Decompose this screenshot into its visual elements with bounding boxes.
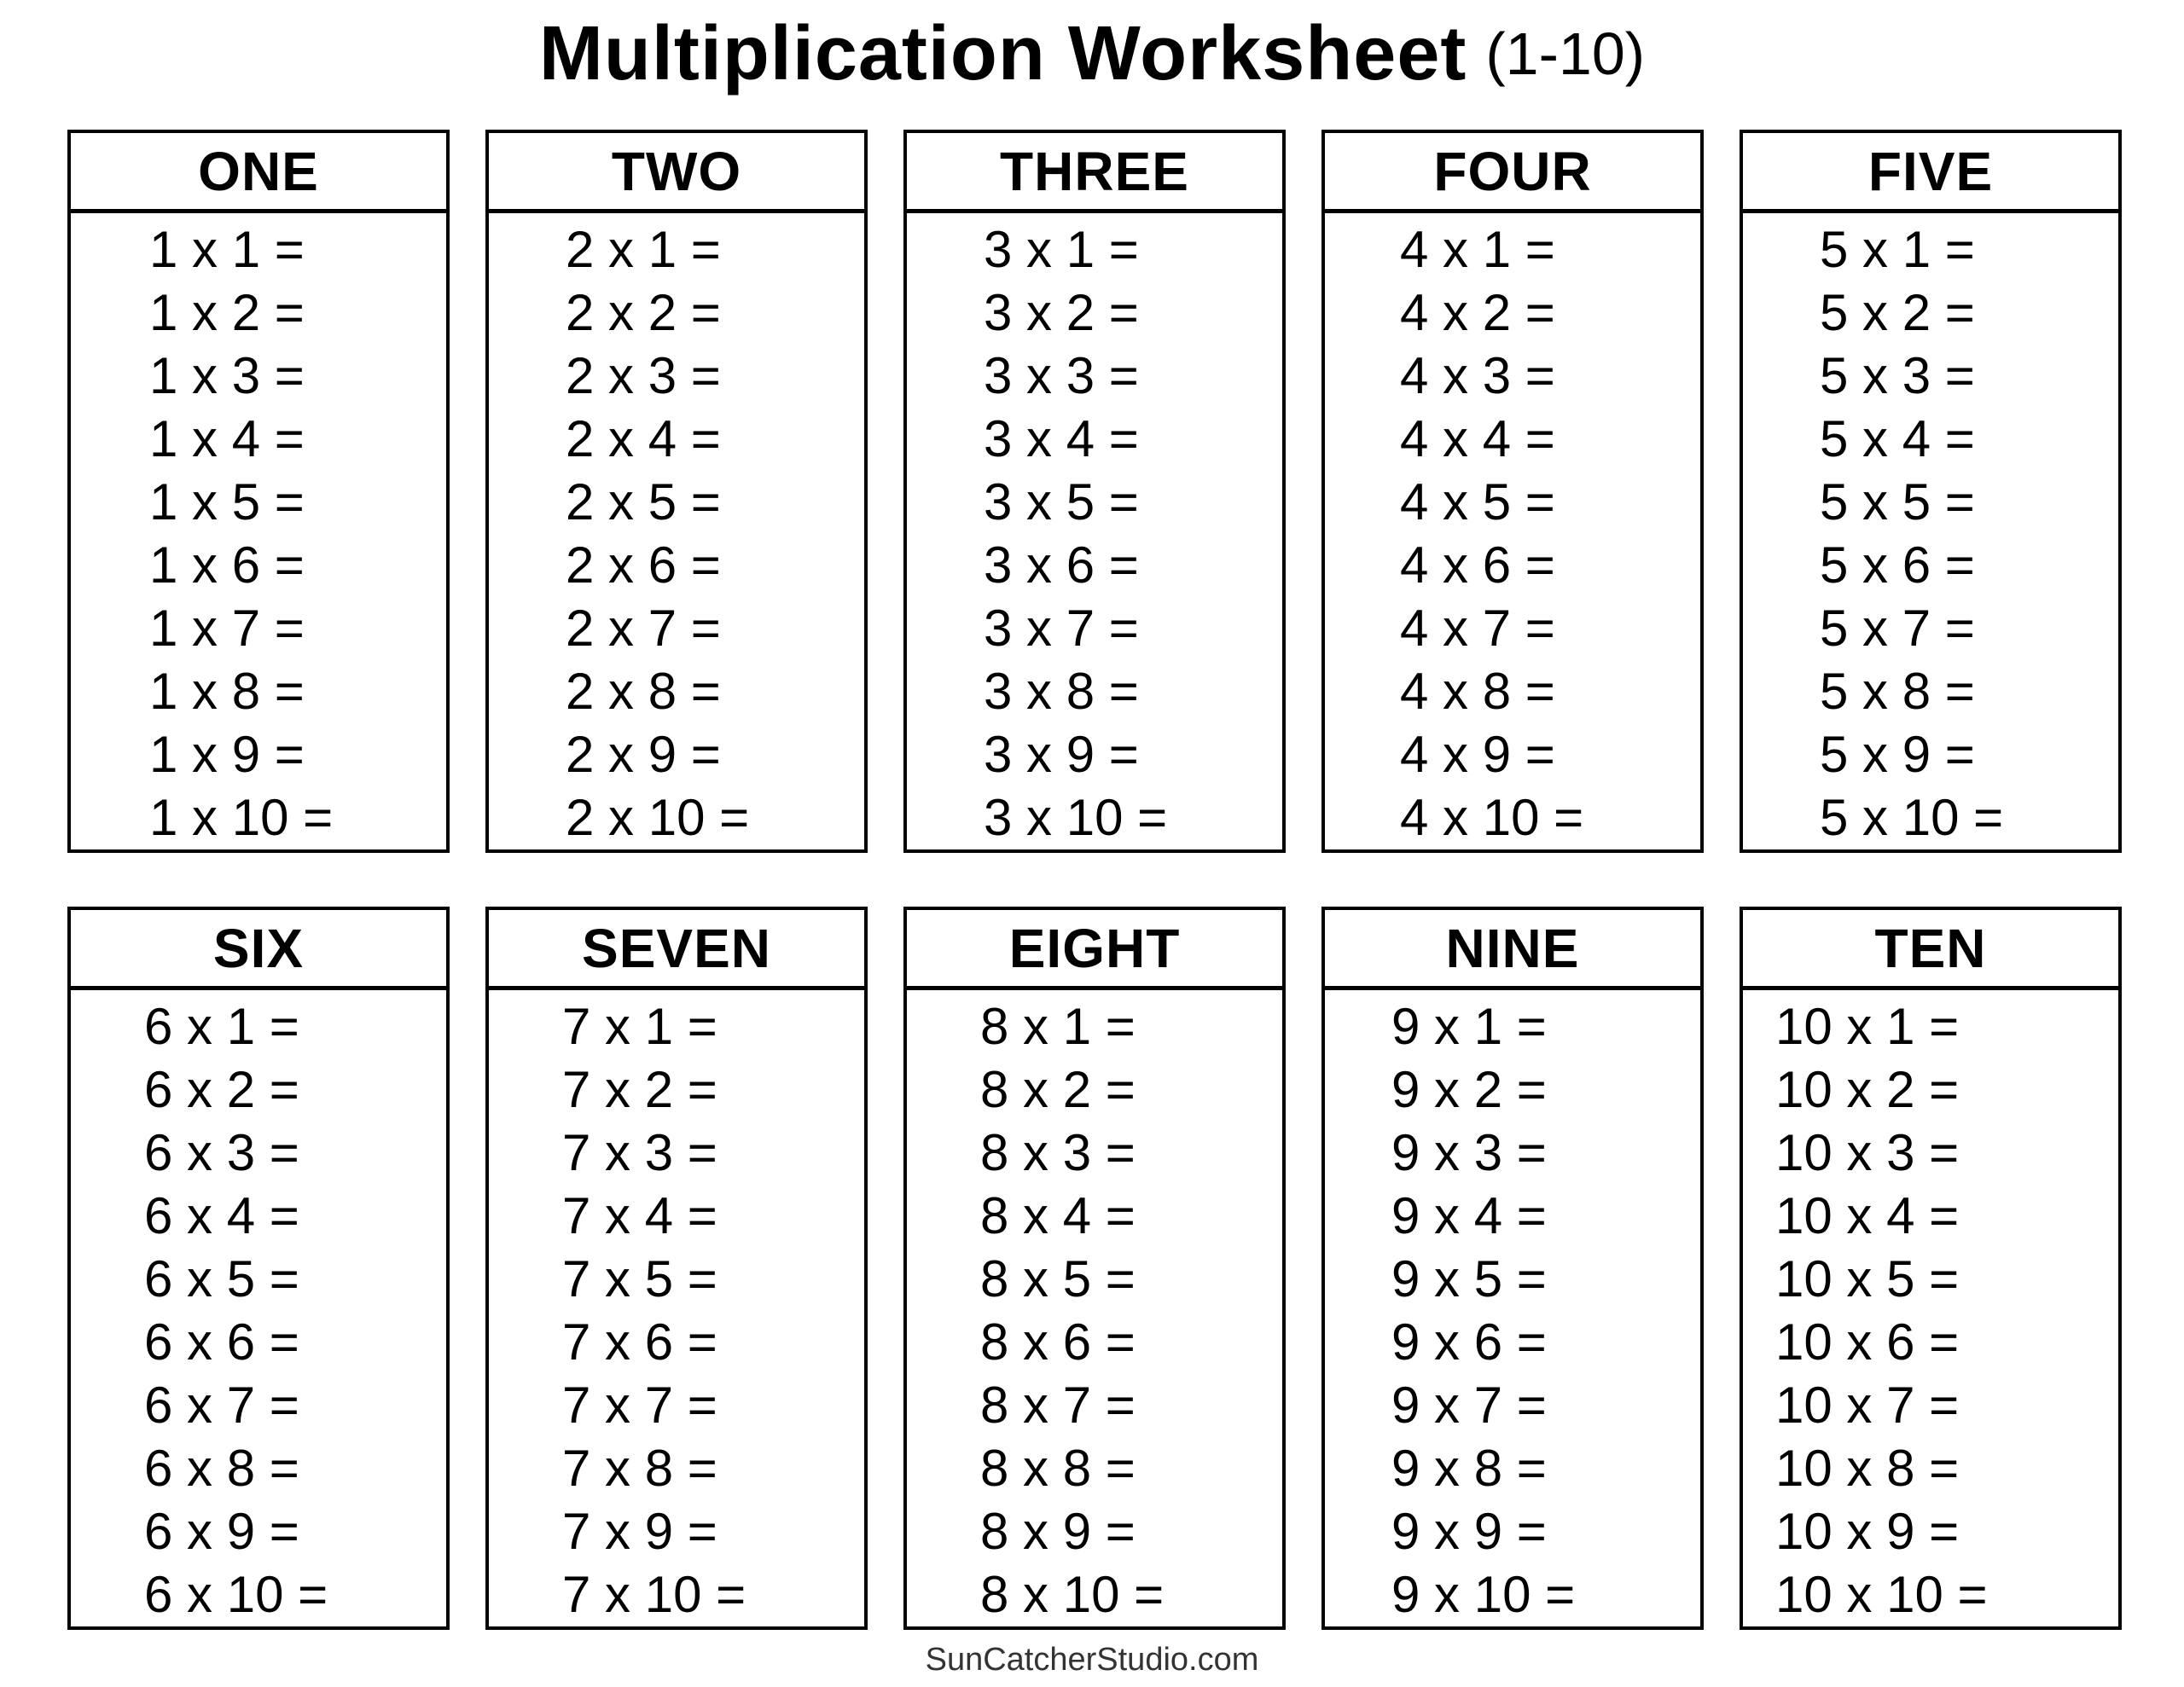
table-header-label: ONE (198, 140, 319, 202)
problem-text: 9 x 10 = (1391, 1566, 1576, 1623)
problem-text: 3 x 5 = (984, 473, 1139, 530)
problem-text: 7 x 8 = (562, 1440, 717, 1497)
problem-text: 4 x 4 = (1400, 410, 1555, 467)
problem-text: 5 x 5 = (1820, 473, 1975, 530)
table-body (1325, 990, 1700, 1626)
problem-text: 8 x 10 = (980, 1566, 1165, 1623)
problem-text: 8 x 4 = (980, 1187, 1136, 1244)
problem-text: 1 x 5 = (149, 473, 305, 530)
problem-text: 2 x 9 = (566, 726, 721, 783)
table-card-one (67, 130, 450, 853)
page-title-range: (1-10) (1485, 20, 1646, 87)
problem-text: 1 x 9 = (149, 726, 305, 783)
problem-text: 7 x 2 = (562, 1061, 717, 1118)
problem-text: 7 x 1 = (562, 998, 717, 1055)
problem-text: 2 x 2 = (566, 284, 721, 341)
footer-credit: SunCatcherStudio.com (925, 1642, 1259, 1678)
problem-text: 2 x 3 = (566, 347, 721, 404)
problem-text: 10 x 10 = (1775, 1566, 1988, 1623)
table-header (489, 133, 864, 213)
problem-text: 2 x 5 = (566, 473, 721, 530)
problem-text: 10 x 3 = (1775, 1124, 1960, 1181)
problem-text: 4 x 3 = (1400, 347, 1555, 404)
problem-text: 6 x 3 = (144, 1124, 299, 1181)
problem-text: 4 x 8 = (1400, 663, 1555, 720)
problem-text: 3 x 8 = (984, 663, 1139, 720)
problem-text: 5 x 8 = (1820, 663, 1975, 720)
problem-text: 9 x 9 = (1391, 1503, 1547, 1560)
problem-text: 5 x 3 = (1820, 347, 1975, 404)
table-body (1325, 213, 1700, 849)
table-body (71, 213, 446, 849)
problem-text: 10 x 6 = (1775, 1313, 1960, 1371)
table-header-label: SEVEN (582, 917, 771, 979)
problem-text: 6 x 6 = (144, 1313, 299, 1371)
problem-text: 4 x 10 = (1400, 789, 1584, 846)
table-header-label: TWO (611, 140, 742, 202)
problem-text: 7 x 4 = (562, 1187, 717, 1244)
problem-text: 6 x 5 = (144, 1250, 299, 1307)
table-card-ten (1740, 907, 2122, 1630)
table-header-label: FOUR (1433, 140, 1592, 202)
problem-text: 5 x 2 = (1820, 284, 1975, 341)
table-header-label: TEN (1874, 917, 1987, 979)
table-card-three (903, 130, 1286, 853)
problem-text: 8 x 2 = (980, 1061, 1136, 1118)
problem-text: 10 x 5 = (1775, 1250, 1960, 1307)
problem-text: 6 x 7 = (144, 1377, 299, 1434)
problem-text: 1 x 10 = (149, 789, 334, 846)
table-header (489, 910, 864, 990)
problem-text: 3 x 10 = (984, 789, 1168, 846)
problem-text: 9 x 4 = (1391, 1187, 1547, 1244)
problem-text: 7 x 5 = (562, 1250, 717, 1307)
problem-text: 10 x 8 = (1775, 1440, 1960, 1497)
problem-text: 5 x 6 = (1820, 536, 1975, 594)
problem-text: 10 x 9 = (1775, 1503, 1960, 1560)
problem-text: 7 x 10 = (562, 1566, 746, 1623)
problem-text: 2 x 6 = (566, 536, 721, 594)
table-card-two (485, 130, 868, 853)
problem-text: 9 x 2 = (1391, 1061, 1547, 1118)
problem-text: 5 x 1 = (1820, 221, 1975, 278)
problem-text: 1 x 4 = (149, 410, 305, 467)
problem-text: 2 x 8 = (566, 663, 721, 720)
problem-text: 2 x 1 = (566, 221, 721, 278)
table-header (1325, 910, 1700, 990)
problem-text: 2 x 4 = (566, 410, 721, 467)
problem-text: 4 x 7 = (1400, 600, 1555, 657)
problem-text: 3 x 3 = (984, 347, 1139, 404)
problem-text: 1 x 6 = (149, 536, 305, 594)
table-body (1743, 990, 2118, 1626)
problem-text: 8 x 3 = (980, 1124, 1136, 1181)
problem-text: 5 x 9 = (1820, 726, 1975, 783)
problem-text: 3 x 9 = (984, 726, 1139, 783)
page-title (0, 0, 2184, 130)
problem-text: 7 x 7 = (562, 1377, 717, 1434)
problem-text: 8 x 6 = (980, 1313, 1136, 1371)
problem-text: 4 x 1 = (1400, 221, 1555, 278)
table-header-label: EIGHT (1008, 917, 1181, 979)
problem-text: 9 x 8 = (1391, 1440, 1547, 1497)
problem-text: 10 x 4 = (1775, 1187, 1960, 1244)
problem-text: 10 x 1 = (1775, 998, 1960, 1055)
problem-text: 1 x 2 = (149, 284, 305, 341)
problem-text: 8 x 9 = (980, 1503, 1136, 1560)
problem-text: 3 x 1 = (984, 221, 1139, 278)
problem-text: 6 x 2 = (144, 1061, 299, 1118)
problem-text: 1 x 3 = (149, 347, 305, 404)
problem-text: 10 x 2 = (1775, 1061, 1960, 1118)
table-card-seven (485, 907, 868, 1630)
table-header-label: NINE (1445, 917, 1580, 979)
problem-text: 8 x 5 = (980, 1250, 1136, 1307)
problem-text: 9 x 1 = (1391, 998, 1547, 1055)
problem-text: 8 x 7 = (980, 1377, 1136, 1434)
problem-text: 1 x 7 = (149, 600, 305, 657)
table-header (907, 133, 1282, 213)
table-header (907, 910, 1282, 990)
table-header-label: THREE (1000, 140, 1189, 202)
problem-text: 9 x 7 = (1391, 1377, 1547, 1434)
problem-text: 1 x 8 = (149, 663, 305, 720)
table-header (71, 133, 446, 213)
problem-text: 3 x 7 = (984, 600, 1139, 657)
problem-text: 2 x 10 = (566, 789, 750, 846)
problem-text: 3 x 2 = (984, 284, 1139, 341)
problem-text: 4 x 9 = (1400, 726, 1555, 783)
problem-text: 5 x 10 = (1820, 789, 2004, 846)
problem-text: 7 x 9 = (562, 1503, 717, 1560)
problem-text: 6 x 10 = (144, 1566, 328, 1623)
problem-text: 8 x 8 = (980, 1440, 1136, 1497)
problem-text: 4 x 2 = (1400, 284, 1555, 341)
table-header (1325, 133, 1700, 213)
problem-text: 7 x 6 = (562, 1313, 717, 1371)
table-body (489, 990, 864, 1626)
tables-grid (67, 130, 2122, 1630)
problem-text: 9 x 6 = (1391, 1313, 1547, 1371)
problem-text: 3 x 6 = (984, 536, 1139, 594)
problem-text: 8 x 1 = (980, 998, 1136, 1055)
problem-text: 4 x 5 = (1400, 473, 1555, 530)
table-card-six (67, 907, 450, 1630)
table-header (1743, 910, 2118, 990)
problem-text: 6 x 1 = (144, 998, 299, 1055)
table-header (1743, 133, 2118, 213)
table-body (907, 990, 1282, 1626)
problem-text: 6 x 8 = (144, 1440, 299, 1497)
problem-text: 6 x 9 = (144, 1503, 299, 1560)
problem-text: 9 x 3 = (1391, 1124, 1547, 1181)
problem-text: 1 x 1 = (149, 221, 305, 278)
problem-text: 5 x 7 = (1820, 600, 1975, 657)
table-body (71, 990, 446, 1626)
table-header (71, 910, 446, 990)
table-card-five (1740, 130, 2122, 853)
table-body (489, 213, 864, 849)
table-body (1743, 213, 2118, 849)
problem-text: 3 x 4 = (984, 410, 1139, 467)
problem-text: 10 x 7 = (1775, 1377, 1960, 1434)
problem-text: 7 x 3 = (562, 1124, 717, 1181)
table-header-label: SIX (212, 917, 305, 979)
table-header-label: FIVE (1867, 140, 1994, 202)
problem-text: 5 x 4 = (1820, 410, 1975, 467)
table-body (907, 213, 1282, 849)
table-card-nine (1321, 907, 1704, 1630)
problem-text: 4 x 6 = (1400, 536, 1555, 594)
problem-text: 2 x 7 = (566, 600, 721, 657)
page-title-main: Multiplication Worksheet (538, 10, 1467, 96)
problem-text: 6 x 4 = (144, 1187, 299, 1244)
problem-text: 9 x 5 = (1391, 1250, 1547, 1307)
table-card-four (1321, 130, 1704, 853)
table-card-eight (903, 907, 1286, 1630)
